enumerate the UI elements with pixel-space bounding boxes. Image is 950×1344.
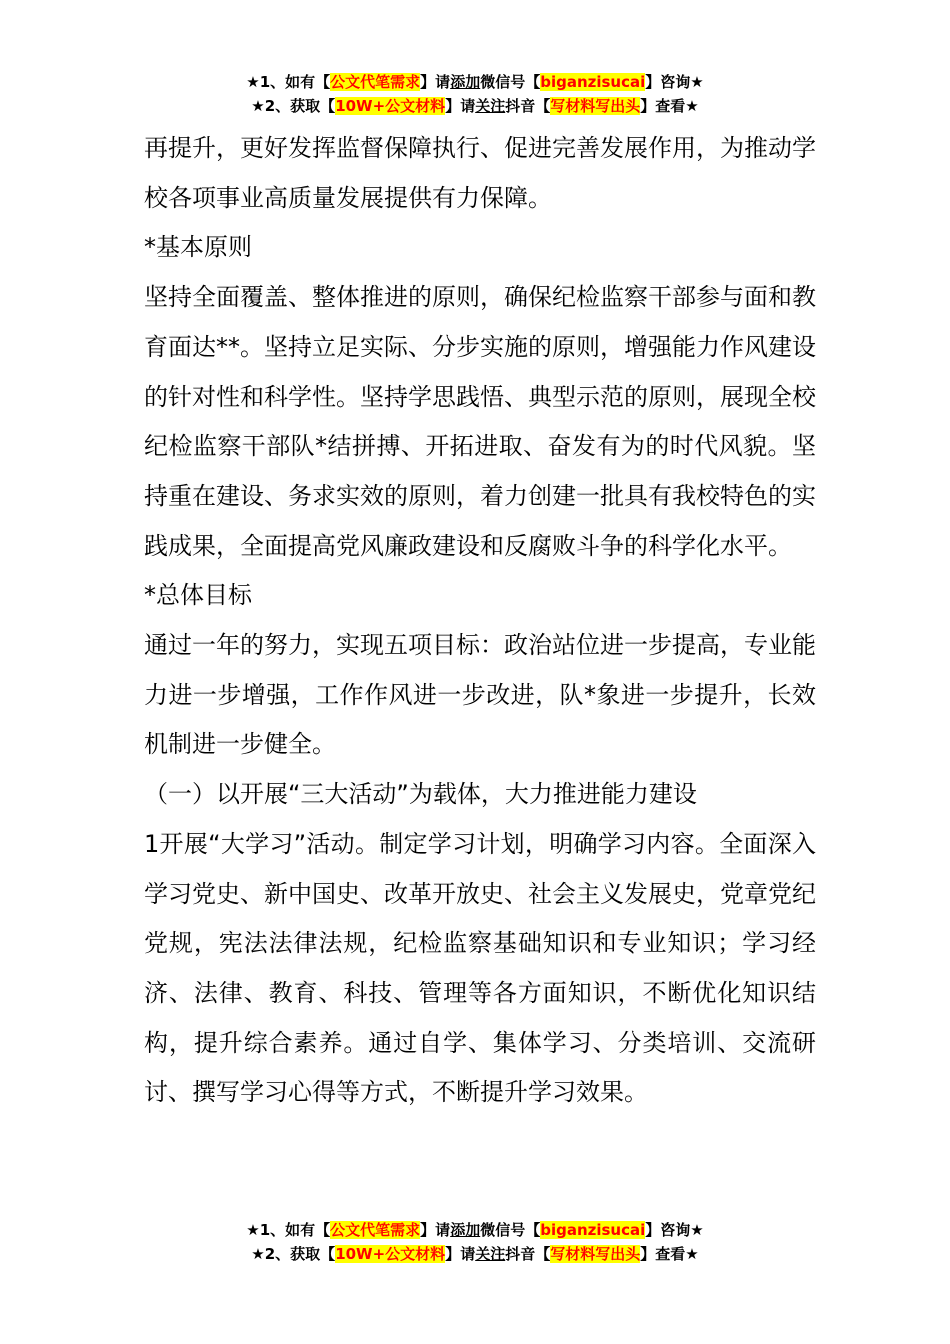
document-body — [144, 124, 816, 1118]
promo-line-2 — [0, 94, 950, 118]
promo-text: ★1、如有【 — [246, 1221, 331, 1239]
promo-text: 】咨询★ — [645, 1221, 704, 1239]
section-heading: （一）以开展“三大活动”为载体，大力推进能力建设 — [144, 780, 697, 809]
promo-text: 】查看★ — [640, 97, 699, 115]
promo-highlight: 公文代笔需求 — [330, 1221, 421, 1239]
promo-text: 】请 — [420, 73, 451, 91]
promo-text: 】请 — [445, 97, 476, 115]
section-heading: *总体目标 — [144, 581, 252, 610]
header-promo-banner — [0, 70, 950, 118]
promo-emphasis: 添加 — [450, 1221, 481, 1239]
promo-highlight: biganzisucai — [540, 73, 646, 91]
promo-line-1 — [0, 70, 950, 94]
promo-highlight: 写材料写出头 — [550, 97, 641, 115]
promo-text: 抖音【 — [505, 1245, 551, 1263]
promo-text: 】请 — [445, 1245, 476, 1263]
promo-text: 】请 — [420, 1221, 451, 1239]
body-paragraph: 再提升，更好发挥监督保障执行、促进完善发展作用，为推动学校各项事业高质量发展提供有力保障。 — [144, 134, 816, 212]
body-paragraph: 1开展“大学习”活动。制定学习计划，明确学习内容。全面深入学习党史、新中国史、改革开放史、社会主义发展史，党章党纪党规，宪法法律法规，纪检监察基础知识和专业知识；学习经济、法律、教育、科技、管理等各方面知识，不断优化知识结构，提升综合素养。通过自学、集体学习、分类培训、交流研讨、撰写学习心得等方式，不断提升学习效果。 — [144, 829, 816, 1107]
promo-highlight: biganzisucai — [540, 1221, 646, 1239]
body-paragraph: 坚持全面覆盖、整体推进的原则，确保纪检监察干部参与面和教育面达**。坚持立足实际、分步实施的原则，增强能力作风建设的针对性和科学性。坚持学思践悟、典型示范的原则，展现全校纪检监察干部队*结拼搏、开拓进取、奋发有为的时代风貌。坚持重在建设、务求实效的原则，着力创建一批具有我校特色的实践成果，全面提高党风廉政建设和反腐败斗争的科学化水平。 — [144, 283, 816, 560]
promo-emphasis: 关注 — [475, 97, 506, 115]
promo-text: 微信号【 — [480, 73, 541, 91]
body-paragraph: 通过一年的努力，实现五项目标：政治站位进一步提高，专业能力进一步增强，工作作风进一步改进，队*象进一步提升，长效机制进一步健全。 — [144, 631, 816, 759]
promo-text: 抖音【 — [505, 97, 551, 115]
promo-text: ★1、如有【 — [246, 73, 331, 91]
promo-emphasis: 关注 — [475, 1245, 506, 1263]
promo-highlight: 写材料写出头 — [550, 1245, 641, 1263]
promo-line-1 — [0, 1218, 950, 1242]
promo-highlight: 10W+公文材料 — [335, 1245, 446, 1263]
promo-text: ★2、获取【 — [251, 1245, 336, 1263]
section-heading: *基本原则 — [144, 233, 252, 262]
promo-text: ★2、获取【 — [251, 97, 336, 115]
promo-text: 】咨询★ — [645, 73, 704, 91]
promo-text: 】查看★ — [640, 1245, 699, 1263]
promo-highlight: 10W+公文材料 — [335, 97, 446, 115]
promo-text: 微信号【 — [480, 1221, 541, 1239]
footer-promo-banner — [0, 1218, 950, 1266]
promo-line-2 — [0, 1242, 950, 1266]
promo-emphasis: 添加 — [450, 73, 481, 91]
promo-highlight: 公文代笔需求 — [330, 73, 421, 91]
